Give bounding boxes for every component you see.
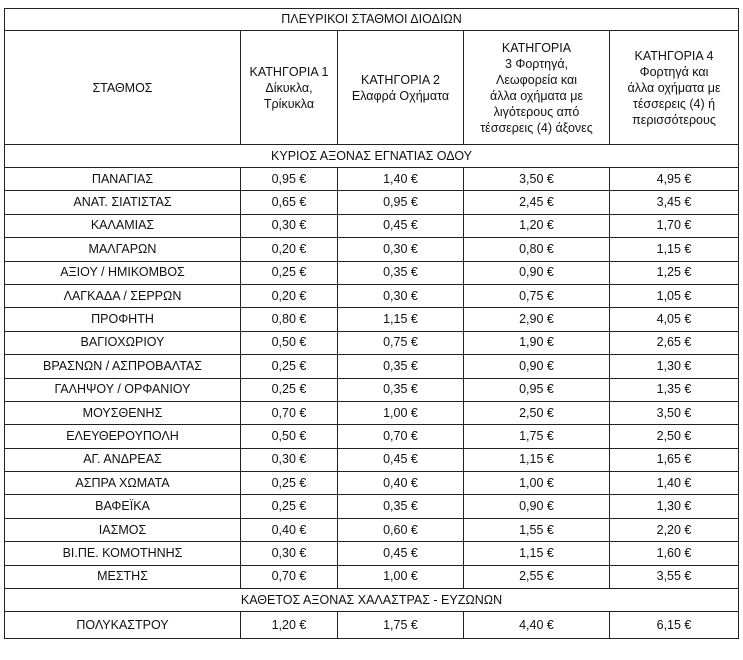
category-3-price: 1,90 € xyxy=(464,331,610,354)
table-row xyxy=(5,168,739,191)
table-row xyxy=(5,261,739,284)
table-row xyxy=(5,308,739,331)
category-1-price: 0,25 € xyxy=(241,378,338,401)
table-row xyxy=(5,238,739,261)
section-row xyxy=(5,589,739,612)
toll-stations-table xyxy=(4,8,739,639)
table-row xyxy=(5,378,739,401)
table-title: ΠΛΕΥΡΙΚΟΙ ΣΤΑΘΜΟΙ ΔΙΟΔΙΩΝ xyxy=(5,9,739,31)
station-name: ΒΙ.ΠΕ. ΚΟΜΟΤΗΝΗΣ xyxy=(5,542,241,565)
category-1-price: 0,70 € xyxy=(241,565,338,588)
category-3-price: 0,80 € xyxy=(464,238,610,261)
category-1-price: 0,95 € xyxy=(241,168,338,191)
category-2-price: 0,45 € xyxy=(338,214,464,237)
category-3-price: 2,55 € xyxy=(464,565,610,588)
category-3-price: 0,90 € xyxy=(464,261,610,284)
category-3-price: 4,40 € xyxy=(464,612,610,639)
station-name: ΚΑΛΑΜΙΑΣ xyxy=(5,214,241,237)
header-category-1: ΚΑΤΗΓΟΡΙΑ 1 Δίκυκλα, Τρίκυκλα xyxy=(241,31,338,145)
category-4-price: 2,65 € xyxy=(610,331,739,354)
category-4-price: 1,30 € xyxy=(610,495,739,518)
category-1-price: 0,80 € xyxy=(241,308,338,331)
category-4-price: 1,30 € xyxy=(610,355,739,378)
station-name: ΒΑΦΕΪΚΑ xyxy=(5,495,241,518)
category-1-price: 0,20 € xyxy=(241,238,338,261)
section-label: ΚΥΡΙΟΣ ΑΞΟΝΑΣ ΕΓΝΑΤΙΑΣ ΟΔΟΥ xyxy=(5,145,739,168)
station-name: ΑΓ. ΑΝΔΡΕΑΣ xyxy=(5,448,241,471)
category-1-price: 0,30 € xyxy=(241,448,338,471)
header-category-4: ΚΑΤΗΓΟΡΙΑ 4 Φορτηγά και άλλα οχήματα με τέσσερεις (4) ή περισσότερους xyxy=(610,31,739,145)
category-2-price: 0,40 € xyxy=(338,472,464,495)
table-row xyxy=(5,542,739,565)
station-name: ΒΡΑΣΝΩΝ / ΑΣΠΡΟΒΑΛΤΑΣ xyxy=(5,355,241,378)
table-row xyxy=(5,565,739,588)
category-2-price: 0,35 € xyxy=(338,355,464,378)
category-2-price: 1,00 € xyxy=(338,401,464,424)
table-row xyxy=(5,448,739,471)
category-4-price: 3,50 € xyxy=(610,401,739,424)
section-row xyxy=(5,145,739,168)
category-2-price: 0,75 € xyxy=(338,331,464,354)
category-3-price: 0,90 € xyxy=(464,355,610,378)
category-1-price: 0,25 € xyxy=(241,495,338,518)
category-4-price: 3,45 € xyxy=(610,191,739,214)
category-2-price: 0,30 € xyxy=(338,284,464,307)
category-1-price: 0,25 € xyxy=(241,472,338,495)
category-2-price: 1,00 € xyxy=(338,565,464,588)
category-3-price: 0,90 € xyxy=(464,495,610,518)
station-name: ΓΑΛΗΨΟΥ / ΟΡΦΑΝΙΟΥ xyxy=(5,378,241,401)
station-name: ΛΑΓΚΑΔΑ / ΣΕΡΡΩΝ xyxy=(5,284,241,307)
station-name: ΜΑΛΓΑΡΩΝ xyxy=(5,238,241,261)
category-1-price: 0,65 € xyxy=(241,191,338,214)
category-2-price: 0,30 € xyxy=(338,238,464,261)
category-3-price: 1,75 € xyxy=(464,425,610,448)
category-3-price: 3,50 € xyxy=(464,168,610,191)
category-2-price: 0,45 € xyxy=(338,542,464,565)
category-2-price: 1,15 € xyxy=(338,308,464,331)
station-name: ΙΑΣΜΟΣ xyxy=(5,518,241,541)
category-4-price: 2,20 € xyxy=(610,518,739,541)
category-3-price: 1,20 € xyxy=(464,214,610,237)
table-row xyxy=(5,331,739,354)
category-4-price: 1,35 € xyxy=(610,378,739,401)
category-3-price: 0,95 € xyxy=(464,378,610,401)
category-4-price: 1,65 € xyxy=(610,448,739,471)
category-4-price: 4,95 € xyxy=(610,168,739,191)
station-name: ΒΑΓΙΟΧΩΡΙΟΥ xyxy=(5,331,241,354)
table-row xyxy=(5,191,739,214)
category-3-price: 2,50 € xyxy=(464,401,610,424)
station-name: ΑΣΠΡΑ ΧΩΜΑΤΑ xyxy=(5,472,241,495)
category-1-price: 0,40 € xyxy=(241,518,338,541)
category-2-price: 0,70 € xyxy=(338,425,464,448)
category-1-price: 0,50 € xyxy=(241,425,338,448)
table-row xyxy=(5,612,739,639)
station-name: ΜΕΣΤΗΣ xyxy=(5,565,241,588)
category-4-price: 1,40 € xyxy=(610,472,739,495)
category-4-price: 1,60 € xyxy=(610,542,739,565)
table-row xyxy=(5,518,739,541)
category-2-price: 0,45 € xyxy=(338,448,464,471)
station-name: ΠΡΟΦΗΤΗ xyxy=(5,308,241,331)
category-1-price: 0,20 € xyxy=(241,284,338,307)
category-4-price: 1,15 € xyxy=(610,238,739,261)
table-row xyxy=(5,401,739,424)
category-4-price: 1,05 € xyxy=(610,284,739,307)
category-2-price: 0,35 € xyxy=(338,378,464,401)
station-name: ΑΝΑΤ. ΣΙΑΤΙΣΤΑΣ xyxy=(5,191,241,214)
table-row xyxy=(5,472,739,495)
category-1-price: 0,30 € xyxy=(241,214,338,237)
category-1-price: 0,30 € xyxy=(241,542,338,565)
station-name: ΠΟΛΥΚΑΣΤΡΟΥ xyxy=(5,612,241,639)
category-1-price: 1,20 € xyxy=(241,612,338,639)
category-1-price: 0,70 € xyxy=(241,401,338,424)
category-2-price: 1,75 € xyxy=(338,612,464,639)
header-category-3: ΚΑΤΗΓΟΡΙΑ 3 Φορτηγά, Λεωφορεία και άλλα οχήματα με λιγότερους από τέσσερεις (4) άξονες xyxy=(464,31,610,145)
category-3-price: 1,15 € xyxy=(464,542,610,565)
category-4-price: 2,50 € xyxy=(610,425,739,448)
category-2-price: 0,35 € xyxy=(338,495,464,518)
category-2-price: 0,60 € xyxy=(338,518,464,541)
category-2-price: 1,40 € xyxy=(338,168,464,191)
category-3-price: 0,75 € xyxy=(464,284,610,307)
header-station: ΣΤΑΘΜΟΣ xyxy=(5,31,241,145)
category-4-price: 1,70 € xyxy=(610,214,739,237)
section-label: ΚΑΘΕΤΟΣ ΑΞΟΝΑΣ ΧΑΛΑΣΤΡΑΣ - ΕΥΖΩΝΩΝ xyxy=(5,589,739,612)
station-name: ΠΑΝΑΓΙΑΣ xyxy=(5,168,241,191)
category-4-price: 4,05 € xyxy=(610,308,739,331)
category-1-price: 0,25 € xyxy=(241,355,338,378)
category-3-price: 2,90 € xyxy=(464,308,610,331)
category-4-price: 3,55 € xyxy=(610,565,739,588)
category-3-price: 1,15 € xyxy=(464,448,610,471)
category-3-price: 1,55 € xyxy=(464,518,610,541)
category-2-price: 0,35 € xyxy=(338,261,464,284)
category-2-price: 0,95 € xyxy=(338,191,464,214)
category-3-price: 1,00 € xyxy=(464,472,610,495)
table-row xyxy=(5,495,739,518)
table-row xyxy=(5,355,739,378)
station-name: ΕΛΕΥΘΕΡΟΥΠΟΛΗ xyxy=(5,425,241,448)
table-row xyxy=(5,284,739,307)
category-1-price: 0,25 € xyxy=(241,261,338,284)
category-3-price: 2,45 € xyxy=(464,191,610,214)
station-name: ΑΞΙΟΥ / ΗΜΙΚΟΜΒΟΣ xyxy=(5,261,241,284)
category-4-price: 6,15 € xyxy=(610,612,739,639)
category-1-price: 0,50 € xyxy=(241,331,338,354)
table-row xyxy=(5,425,739,448)
header-category-2: ΚΑΤΗΓΟΡΙΑ 2 Ελαφρά Οχήματα xyxy=(338,31,464,145)
table-row xyxy=(5,214,739,237)
category-4-price: 1,25 € xyxy=(610,261,739,284)
station-name: ΜΟΥΣΘΕΝΗΣ xyxy=(5,401,241,424)
